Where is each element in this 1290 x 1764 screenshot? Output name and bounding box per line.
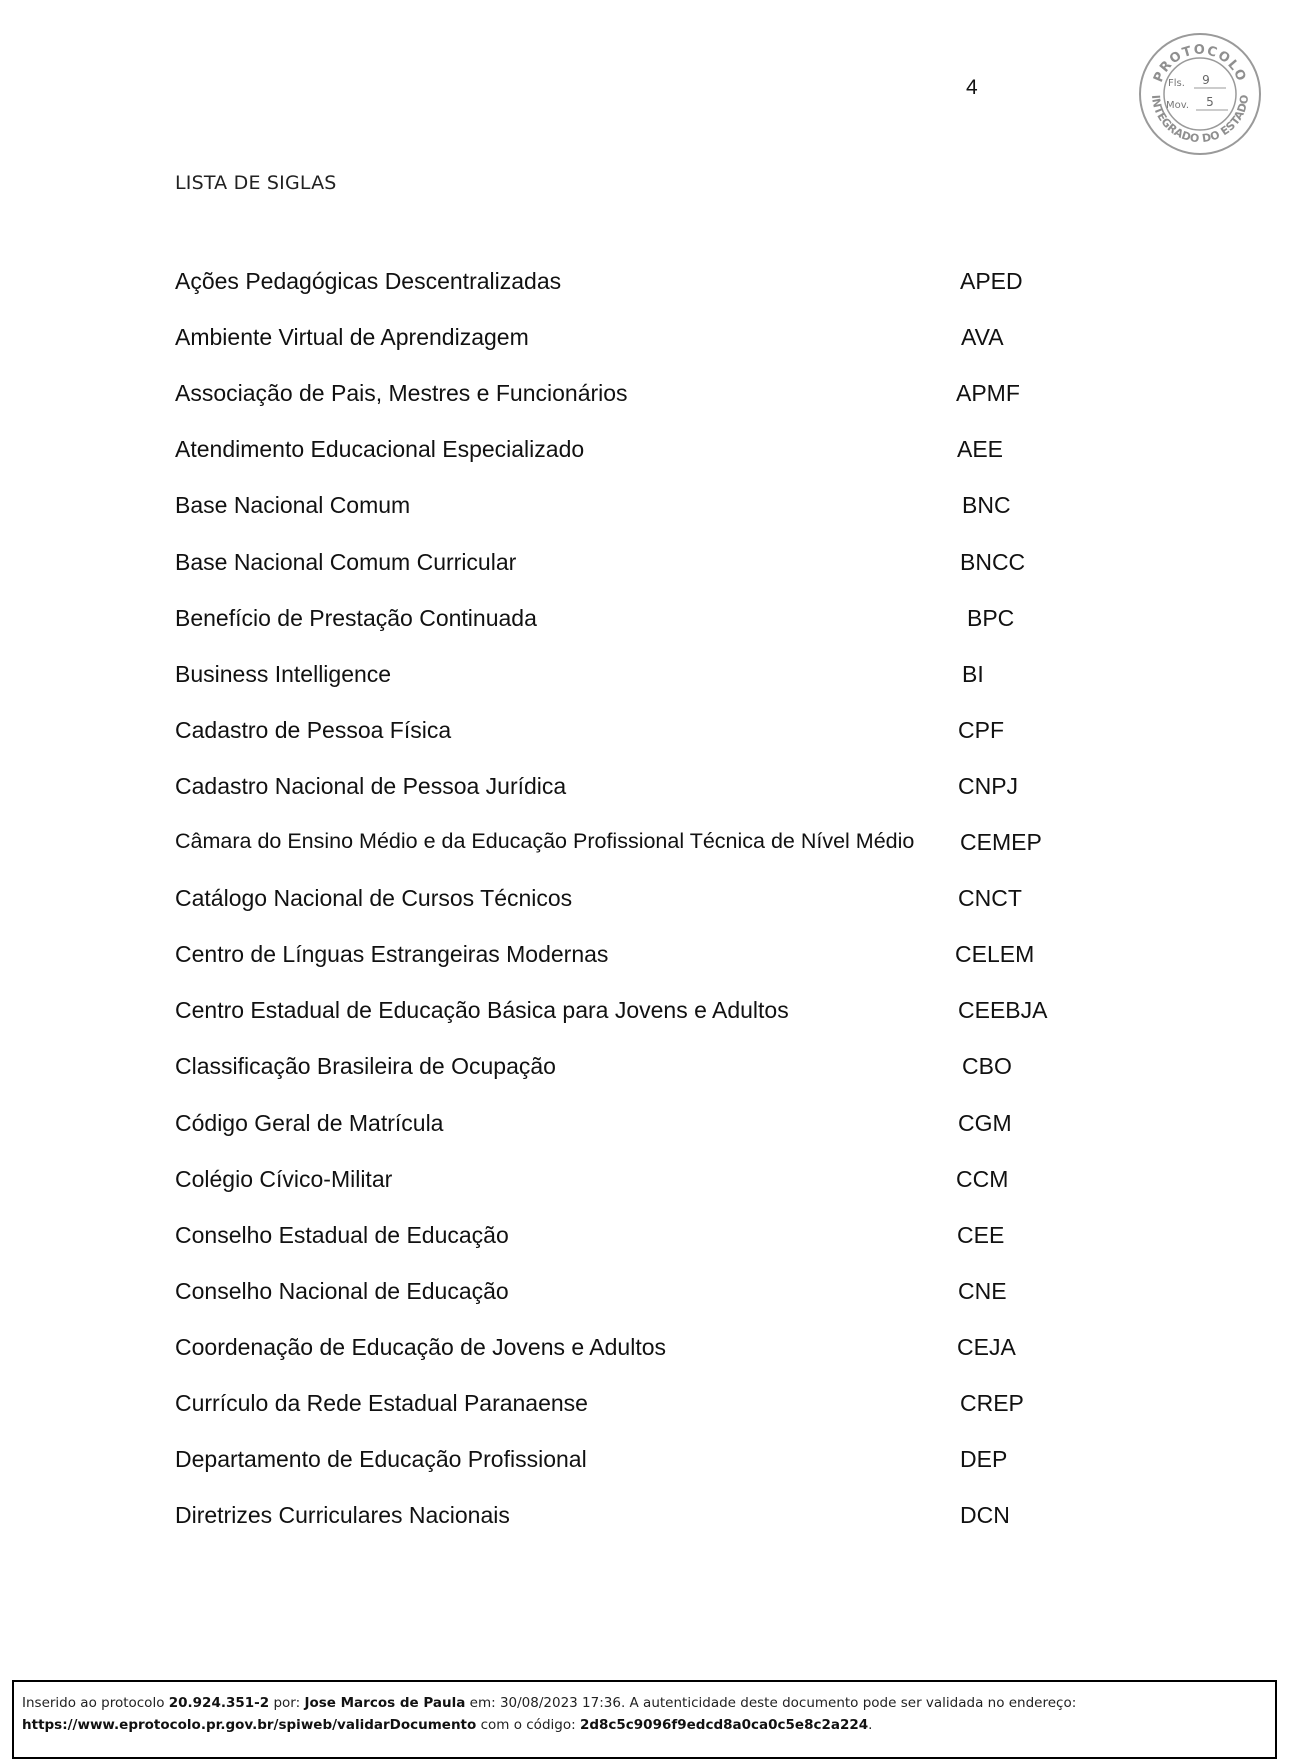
sigla-term: Atendimento Educacional Especializado (175, 436, 585, 462)
sigla-abbreviation: CCM (956, 1166, 1009, 1192)
sigla-row (0, 1334, 1290, 1374)
sigla-row (0, 717, 1290, 757)
footer-text-4: com o código: (476, 1717, 580, 1733)
section-title: LISTA DE SIGLAS (175, 172, 337, 194)
sigla-term: Centro de Línguas Estrangeiras Modernas (175, 941, 609, 967)
sigla-abbreviation: BPC (967, 605, 1015, 631)
sigla-abbreviation: CPF (958, 717, 1004, 743)
footer-author: Jose Marcos de Paula (304, 1695, 466, 1711)
sigla-row (0, 549, 1290, 589)
sigla-row (0, 605, 1290, 645)
sigla-term: Coordenação de Educação de Jovens e Adultos (175, 1334, 667, 1360)
sigla-term: Associação de Pais, Mestres e Funcionários (175, 380, 628, 406)
sigla-abbreviation: CREP (960, 1390, 1024, 1416)
footer-text-1: Inserido ao protocolo (22, 1695, 169, 1711)
page-number: 4 (966, 76, 978, 99)
sigla-abbreviation: DEP (960, 1446, 1008, 1472)
sigla-abbreviation: CNCT (958, 885, 1022, 911)
sigla-row (0, 997, 1290, 1037)
footer-text-5: . (868, 1717, 873, 1733)
sigla-term: Classificação Brasileira de Ocupação (175, 1053, 556, 1079)
footer-text-3: em: 30/08/2023 17:36. A autenticidade deste documento pode ser validada no endereço: (465, 1695, 1077, 1711)
sigla-row (0, 492, 1290, 532)
stamp-mov-label: Mov. (1166, 100, 1190, 111)
sigla-row (0, 661, 1290, 701)
stamp-fls-label: Fls. (1168, 78, 1185, 89)
sigla-row (0, 829, 1290, 869)
sigla-term: Colégio Cívico-Militar (175, 1166, 393, 1192)
stamp-top-text: PROTOCOLO (1151, 42, 1249, 85)
sigla-term: Base Nacional Comum (175, 492, 411, 518)
footer-line-2 (22, 1714, 1275, 1736)
sigla-row (0, 380, 1290, 420)
sigla-row (0, 436, 1290, 476)
sigla-term: Cadastro Nacional de Pessoa Jurídica (175, 773, 567, 799)
sigla-row (0, 1446, 1290, 1486)
sigla-row (0, 1110, 1290, 1150)
sigla-abbreviation: CEEBJA (958, 997, 1048, 1023)
sigla-term: Código Geral de Matrícula (175, 1110, 444, 1136)
sigla-abbreviation: CEE (957, 1222, 1005, 1248)
sigla-row (0, 941, 1290, 981)
sigla-term: Currículo da Rede Estadual Paranaense (175, 1390, 588, 1416)
footer-validation-url[interactable]: https://www.eprotocolo.pr.gov.br/spiweb/validarDocumento (22, 1717, 477, 1733)
sigla-term: Centro Estadual de Educação Básica para Jovens e Adultos (175, 997, 789, 1023)
sigla-row (0, 324, 1290, 364)
sigla-abbreviation: CEJA (957, 1334, 1016, 1360)
sigla-row (0, 1053, 1290, 1093)
sigla-term: Conselho Nacional de Educação (175, 1278, 509, 1304)
sigla-abbreviation: CNE (958, 1278, 1007, 1304)
sigla-term: Conselho Estadual de Educação (175, 1222, 509, 1248)
sigla-row (0, 1166, 1290, 1206)
sigla-row (0, 1390, 1290, 1430)
sigla-row (0, 1222, 1290, 1262)
sigla-abbreviation: CEMEP (960, 829, 1042, 855)
sigla-abbreviation: CGM (958, 1110, 1012, 1136)
sigla-term: Business Intelligence (175, 661, 392, 687)
sigla-abbreviation: AEE (957, 436, 1004, 462)
sigla-row (0, 1502, 1290, 1542)
sigla-abbreviation: CELEM (955, 941, 1035, 967)
stamp-mov-value: 5 (1206, 95, 1214, 109)
sigla-row (0, 885, 1290, 925)
sigla-abbreviation: APED (960, 268, 1023, 294)
sigla-row (0, 268, 1290, 308)
sigla-abbreviation: CBO (962, 1053, 1012, 1079)
footer-line-1 (22, 1692, 1275, 1714)
sigla-abbreviation: BI (962, 661, 984, 687)
sigla-term: Base Nacional Comum Curricular (175, 549, 517, 575)
sigla-term: Cadastro de Pessoa Física (175, 717, 452, 743)
sigla-term: Diretrizes Curriculares Nacionais (175, 1502, 510, 1528)
sigla-abbreviation: BNCC (960, 549, 1026, 575)
sigla-term: Ambiente Virtual de Aprendizagem (175, 324, 529, 350)
sigla-abbreviation: AVA (961, 324, 1004, 350)
sigla-term: Câmara do Ensino Médio e da Educação Profissional Técnica de Nível Médio (175, 829, 915, 853)
sigla-row (0, 773, 1290, 813)
sigla-abbreviation: DCN (960, 1502, 1010, 1528)
sigla-term: Departamento de Educação Profissional (175, 1446, 587, 1472)
sigla-term: Ações Pedagógicas Descentralizadas (175, 268, 562, 294)
authenticity-footer (12, 1680, 1277, 1759)
footer-text-2: por: (269, 1695, 305, 1711)
sigla-row (0, 1278, 1290, 1318)
sigla-abbreviation: APMF (956, 380, 1020, 406)
sigla-abbreviation: BNC (962, 492, 1011, 518)
stamp-bottom-text: INTEGRADO DO ESTADO (1148, 93, 1252, 146)
stamp-fls-value: 9 (1202, 73, 1210, 87)
sigla-abbreviation: CNPJ (958, 773, 1019, 799)
footer-validation-code: 2d8c5c9096f9edcd8a0ca0c5e8c2a224 (579, 1717, 869, 1733)
footer-protocol-number: 20.924.351-2 (168, 1695, 270, 1711)
sigla-term: Benefício de Prestação Continuada (175, 605, 537, 631)
sigla-term: Catálogo Nacional de Cursos Técnicos (175, 885, 573, 911)
